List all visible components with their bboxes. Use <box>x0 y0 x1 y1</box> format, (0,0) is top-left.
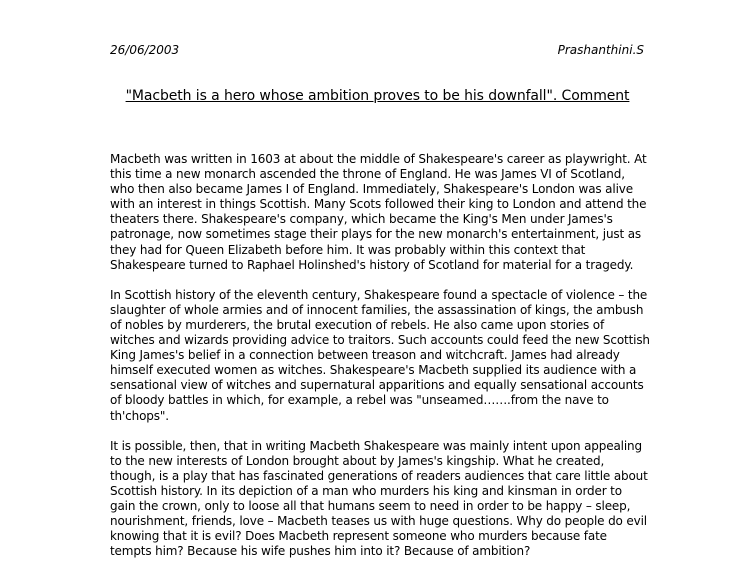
paragraph: Macbeth was written in 1603 at about the middle of Shakespeare's career as playwright. At this time a new monarch ascended the throne of England. He was James VI of Scotland, who then also became James I of England. Immediately, Shakespeare's London was alive with an interest in things Scottish. Many Scots followed their king to London and attend the theaters there. Shakespeare's company, which became the King's Men under James's patronage, now sometimes stage their plays for the new monarch's entertainment, just as they had for Queen Elizabeth before him. It was probably within this context that Shakespeare turned to Raphael Holinshed's history of Scotland for material for a tragedy. <box>110 152 647 272</box>
paragraph: In Scottish history of the eleventh century, Shakespeare found a spectacle of violence – the slaughter of whole armies and of innocent families, the assassination of kings, the ambush of nobles by murderers, the brutal execution of rebels. He also came upon stories of witches and wizards providing advice to traitors. Such accounts could feed the new Scottish King James's belief in a connection between treason and witchcraft. James had already himself executed women as witches. Shakespeare's Macbeth supplied its audience with a sensational view of witches and supernatural apparitions and equally sensational accounts of bloody battles in which, for example, a rebel was "unseamed…….from the nave to th'chops". <box>110 287 650 423</box>
paragraph: It is possible, then, that in writing Macbeth Shakespeare was mainly intent upon appealing to the new interests of London brought about by James's kingship. What he created, though, is a play that has fascinated generations of readers audiences that care little about Scottish history. In its depiction of a man who murders his king and kinsman in order to gain the crown, only to loose all that humans seem to need in order to be happy – sleep, nourishment, friends, love – Macbeth teases us with huge questions. Why do people do evil knowing that it is evil? Does Macbeth represent someone who murders because fate tempts him? Because his wife pushes him into it? Because of ambition? <box>110 438 648 559</box>
author-name: Prashanthini.S <box>557 43 644 57</box>
essay-title: "Macbeth is a hero whose ambition proves to be his downfall". Comment <box>125 88 630 104</box>
essay-body <box>110 152 650 574</box>
document-date: 26/06/2003 <box>110 43 180 57</box>
